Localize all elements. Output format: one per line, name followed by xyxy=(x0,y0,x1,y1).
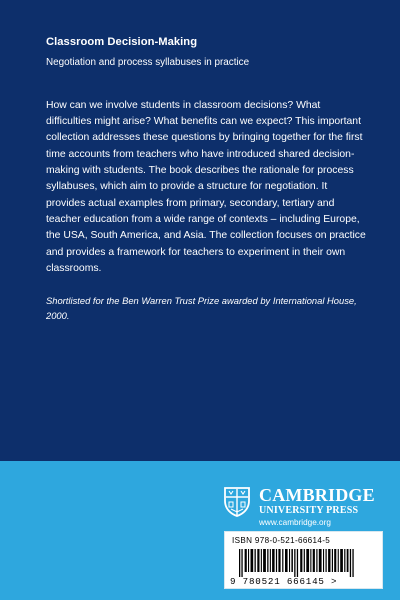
award-note: Shortlisted for the Ben Warren Trust Prize awarded by International House, 2000. xyxy=(46,295,357,321)
barcode-number: 9 780521 666145 > xyxy=(230,576,338,587)
book-description: How can we involve students in classroom decisions? What difficulties might arise? What benefits can we expect? This important collection addresses these questions by bringing together for the first time accounts from teachers who have introduced shared decision-making with students. The book describes the rationale for process syllabuses, which aim to provide a structure for negotiation. It provides actual examples from primary, secondary, tertiary and teacher education from a wide range of contexts – including Europe, the USA, South America, and Asia. The collection focuses on practice and provides a framework for teachers to experiment in their own classrooms. xyxy=(46,99,366,275)
cambridge-crest-icon xyxy=(223,487,251,517)
publisher-subname: UNIVERSITY PRESS xyxy=(259,505,359,516)
publisher-logo xyxy=(259,486,375,527)
publisher-name: CAMBRIDGE xyxy=(259,485,375,505)
publisher-website: www.cambridge.org xyxy=(259,518,331,527)
isbn-label: ISBN 978-0-521-66614-5 xyxy=(232,536,331,545)
isbn-barcode xyxy=(224,531,383,589)
cover-text-column xyxy=(46,36,366,333)
book-title: Classroom Decision-Making xyxy=(46,36,198,48)
book-subtitle: Negotiation and process syllabuses in practice xyxy=(46,57,250,69)
